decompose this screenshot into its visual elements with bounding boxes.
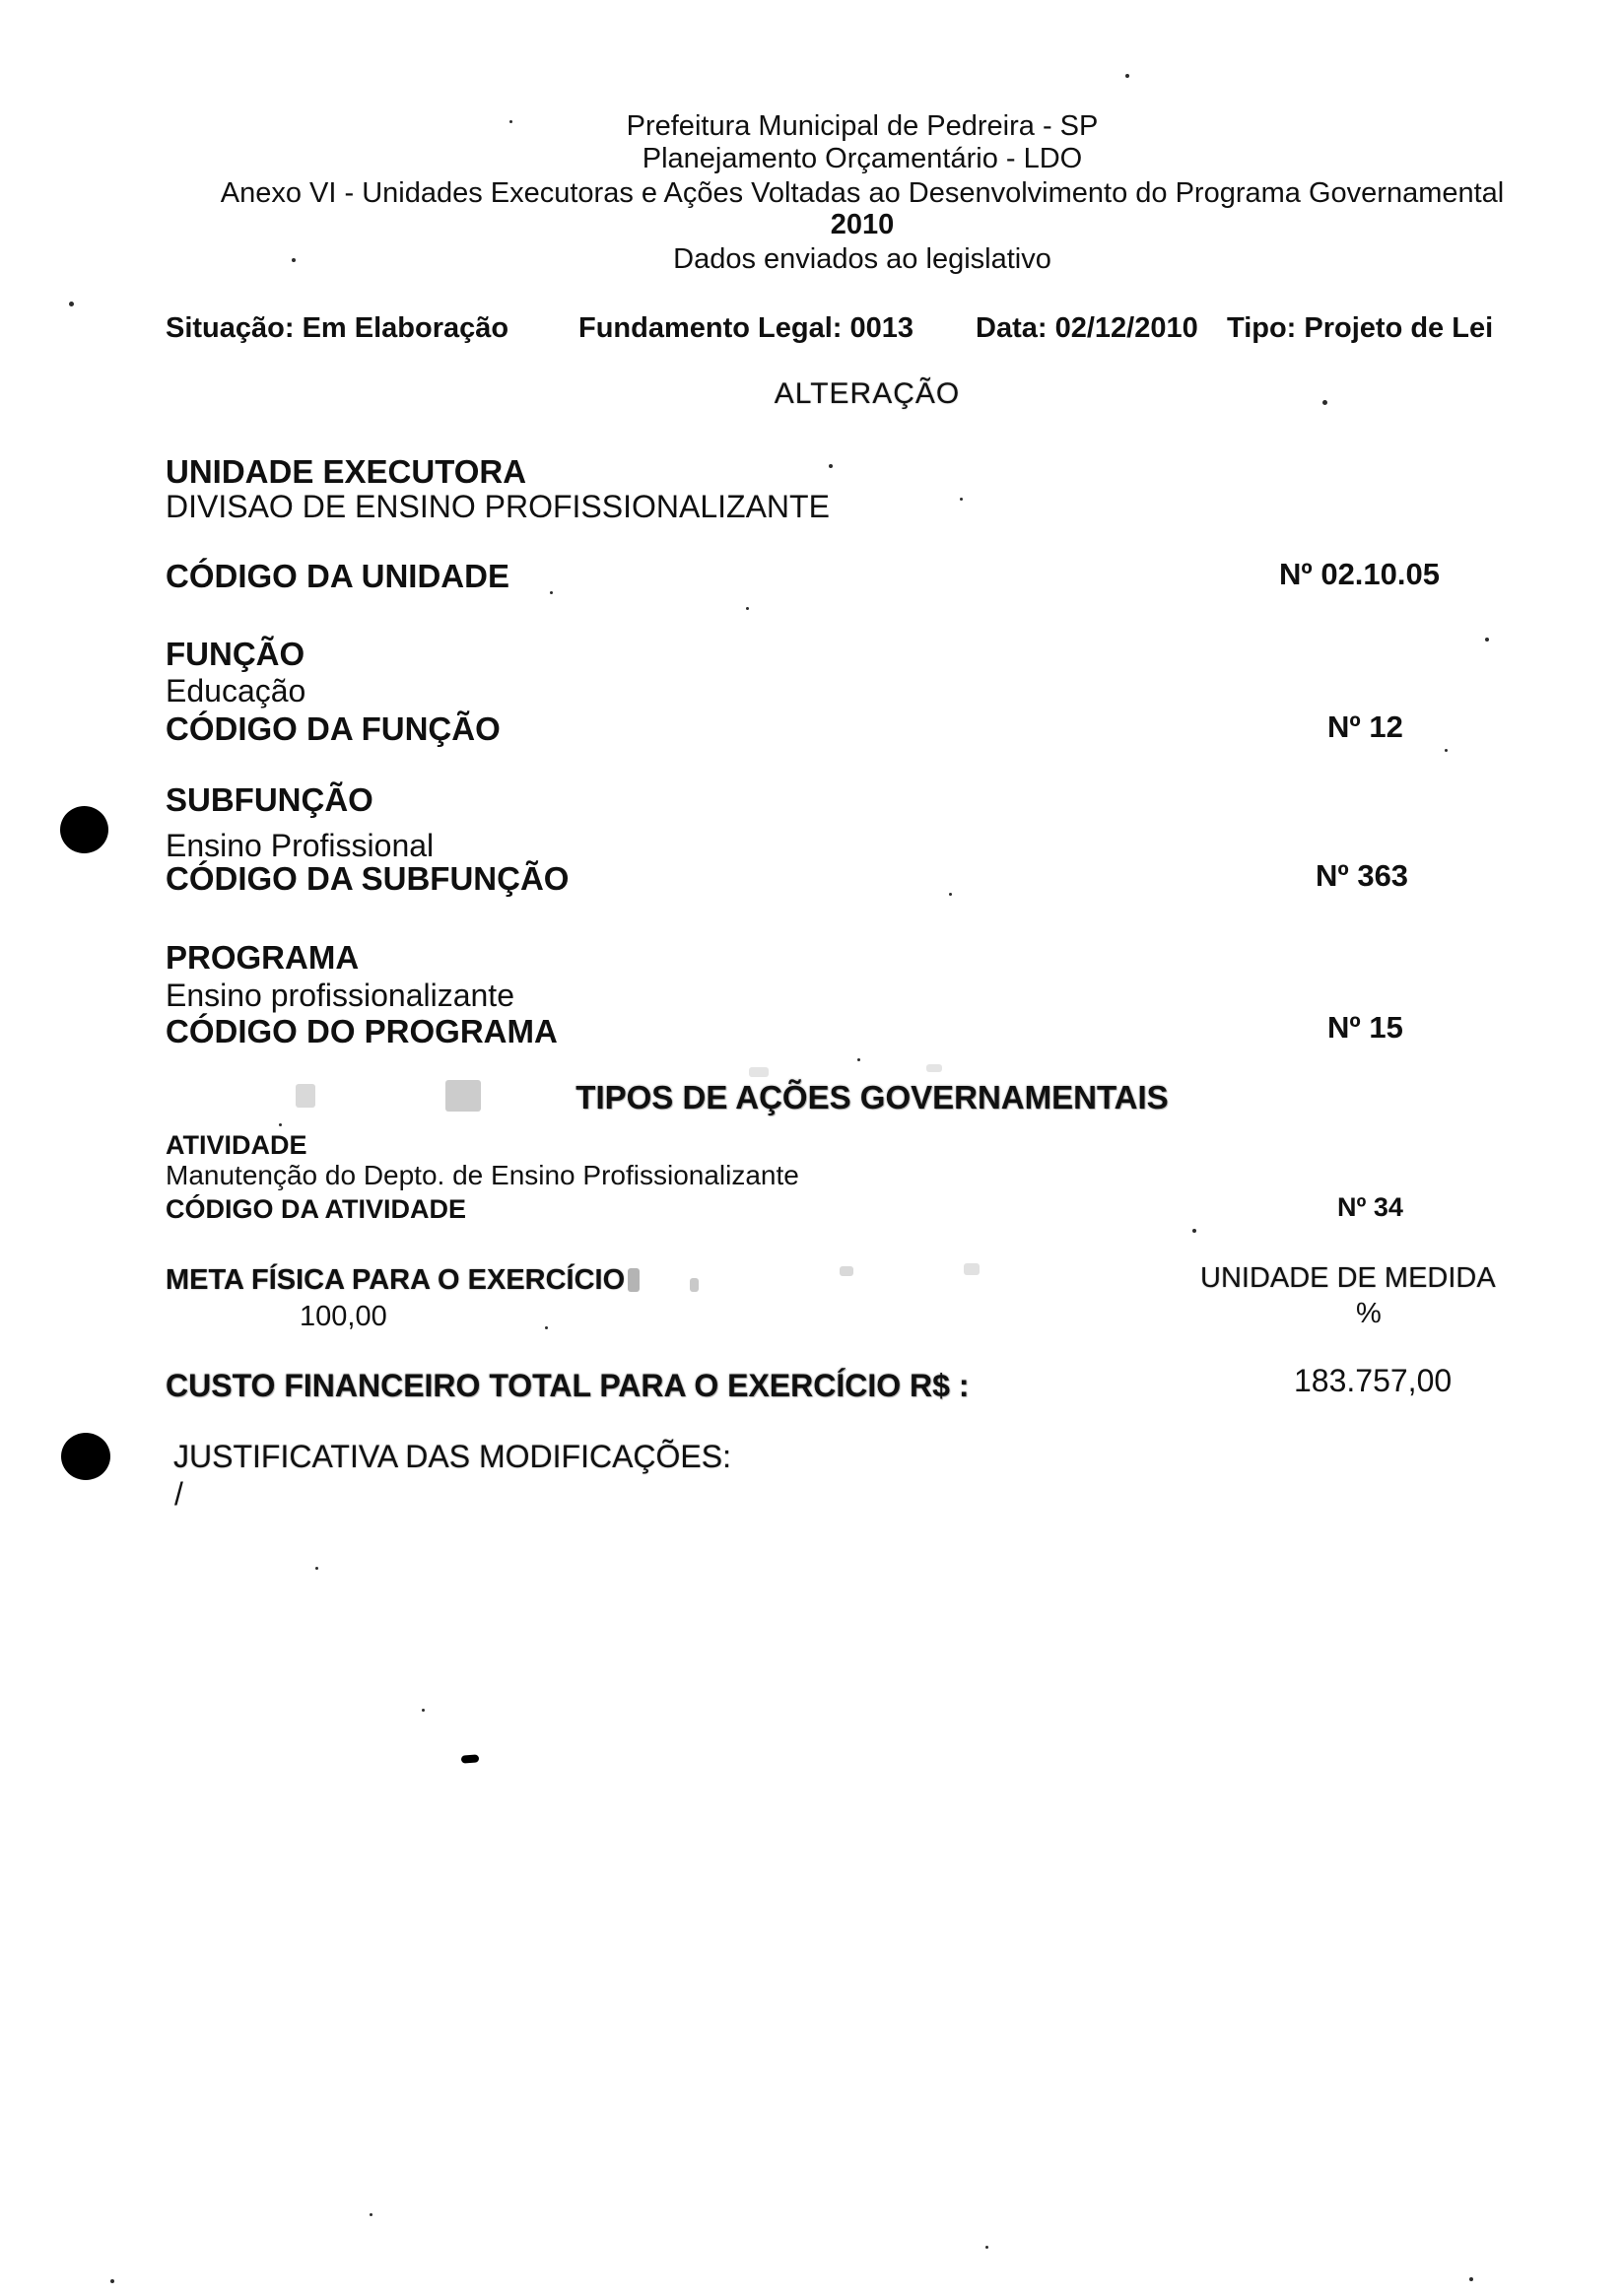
scan-speck (985, 2246, 988, 2249)
codigo-programa-label: CÓDIGO DO PROGRAMA (166, 1013, 558, 1049)
scan-speck (315, 1567, 318, 1570)
stray-dash-mark (461, 1754, 480, 1763)
codigo-subfuncao-value: Nº 363 (1316, 858, 1409, 893)
scan-smudge (926, 1064, 942, 1072)
scan-speck (292, 258, 296, 262)
scan-smudge (628, 1268, 640, 1292)
header-subtitle: Planejamento Orçamentário - LDO (642, 143, 1083, 174)
unidade-medida-label: UNIDADE DE MEDIDA (1200, 1262, 1496, 1294)
programa-label: PROGRAMA (166, 939, 360, 976)
unidade-medida-value: % (1356, 1298, 1382, 1329)
unidade-executora-value: DIVISAO DE ENSINO PROFISSIONALIZANTE (166, 489, 830, 524)
meta-fisica-value: 100,00 (300, 1301, 387, 1332)
scan-speck (279, 1123, 282, 1126)
scan-speck (1192, 1229, 1196, 1233)
custo-financeiro-value: 183.757,00 (1294, 1363, 1453, 1398)
scan-smudge (749, 1067, 769, 1077)
header-year: 2010 (830, 209, 895, 240)
header-org: Prefeitura Municipal de Pedreira - SP (626, 110, 1099, 142)
atividade-value: Manutenção do Depto. de Ensino Profissionalizante (166, 1160, 799, 1190)
scan-smudge (840, 1266, 853, 1276)
codigo-subfuncao-label: CÓDIGO DA SUBFUNÇÃO (166, 860, 570, 897)
scan-speck (960, 498, 963, 501)
scan-speck (370, 2213, 372, 2216)
scan-smudge (690, 1278, 699, 1292)
scan-speck (1485, 638, 1489, 642)
scan-smudge (445, 1080, 481, 1112)
codigo-atividade-label: CÓDIGO DA ATIVIDADE (166, 1194, 467, 1224)
programa-value: Ensino profissionalizante (166, 978, 514, 1013)
codigo-funcao-value: Nº 12 (1327, 709, 1403, 744)
scan-speck (746, 607, 749, 610)
scan-speck (1322, 400, 1327, 405)
status-data: Data: 02/12/2010 (976, 312, 1198, 344)
scan-speck (69, 302, 74, 306)
subfuncao-label: SUBFUNÇÃO (166, 781, 373, 818)
codigo-atividade-value: Nº 34 (1337, 1192, 1403, 1222)
scan-speck (550, 591, 553, 594)
scan-speck (509, 120, 512, 123)
status-fundamento-legal: Fundamento Legal: 0013 (578, 312, 914, 344)
scan-speck (857, 1058, 860, 1061)
scan-speck (1125, 74, 1129, 78)
justificativa-value: / (174, 1476, 183, 1512)
header-note: Dados enviados ao legislativo (673, 243, 1051, 275)
status-tipo: Tipo: Projeto de Lei (1227, 312, 1494, 344)
scan-speck (1445, 749, 1448, 752)
meta-fisica-label: META FÍSICA PARA O EXERCÍCIO (166, 1264, 626, 1296)
codigo-funcao-label: CÓDIGO DA FUNÇÃO (166, 710, 501, 747)
scan-smudge (964, 1263, 980, 1275)
custo-financeiro-label: CUSTO FINANCEIRO TOTAL PARA O EXERCÍCIO R$ : (166, 1368, 970, 1403)
atividade-label: ATIVIDADE (166, 1130, 307, 1160)
alteracao-title: ALTERAÇÃO (774, 377, 961, 410)
scan-speck (829, 464, 833, 468)
hole-punch-mark-bottom (61, 1433, 110, 1480)
scan-speck (110, 2279, 114, 2283)
codigo-unidade-value: Nº 02.10.05 (1279, 557, 1440, 591)
scan-speck (422, 1709, 425, 1712)
scan-speck (545, 1326, 548, 1329)
header-annex-title: Anexo VI - Unidades Executoras e Ações Voltadas ao Desenvolvimento do Programa Governamental (220, 177, 1505, 209)
unidade-executora-label: UNIDADE EXECUTORA (166, 453, 527, 490)
justificativa-label: JUSTIFICATIVA DAS MODIFICAÇÕES: (173, 1439, 731, 1474)
funcao-value: Educação (166, 673, 306, 709)
tipos-acoes-heading: TIPOS DE AÇÕES GOVERNAMENTAIS (575, 1079, 1169, 1115)
subfuncao-value: Ensino Profissional (166, 828, 435, 863)
codigo-unidade-label: CÓDIGO DA UNIDADE (166, 558, 509, 594)
scan-speck (1469, 2277, 1473, 2281)
status-situacao: Situação: Em Elaboração (166, 312, 509, 344)
funcao-label: FUNÇÃO (166, 636, 305, 672)
scan-smudge (296, 1084, 315, 1108)
scan-speck (949, 893, 952, 896)
codigo-programa-value: Nº 15 (1327, 1010, 1403, 1045)
hole-punch-mark-top (60, 806, 108, 853)
